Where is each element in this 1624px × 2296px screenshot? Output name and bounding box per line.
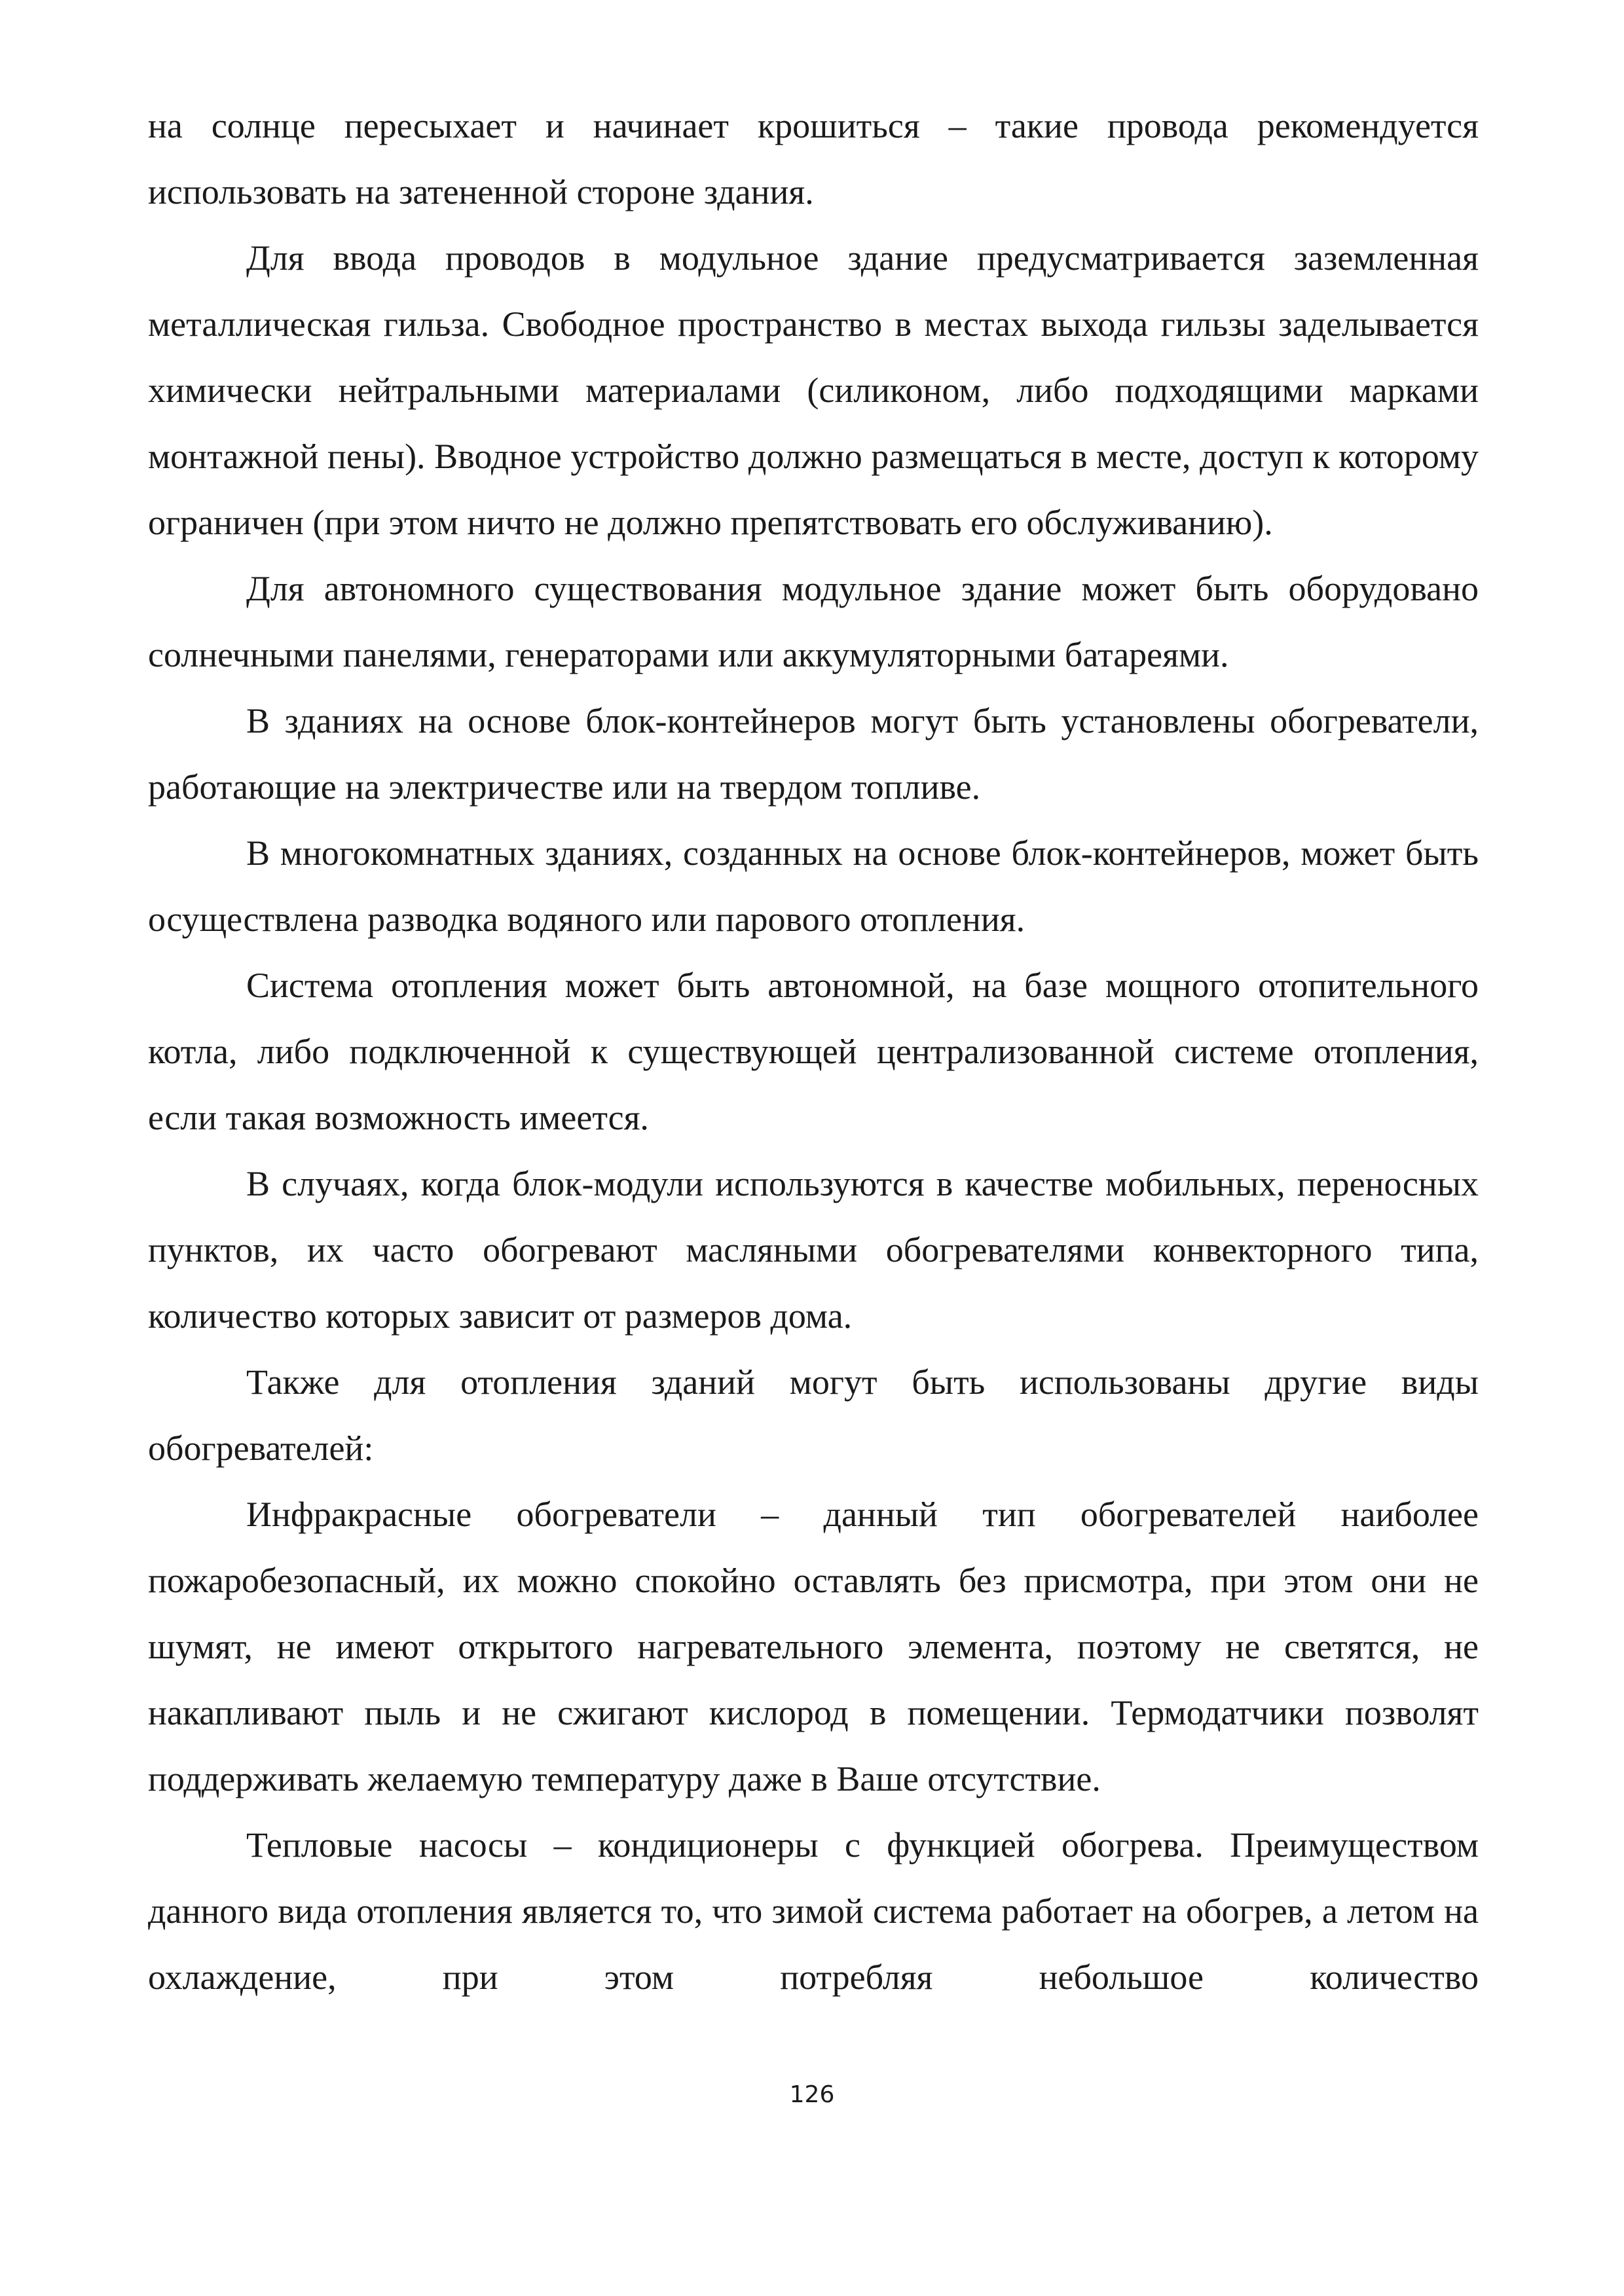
body-text xyxy=(148,93,1479,2011)
paragraph-9: Инфракрасные обогреватели – данный тип обогревателей наиболее пожаробезопасный, их можно спокойно оставлять без присмотра, при этом они не шумят, не имеют открытого нагревательного элемента, поэтому не светятся, не накапливают пыль и не сжигают кислород в помещении. Термодатчики позволят поддерживать желаемую температуру даже в Ваше отсутствие. xyxy=(148,1495,1479,1798)
paragraph-3: Для автономного существования модульное здание может быть оборудовано солнечными панелями, генераторами или аккумуляторными батареями. xyxy=(148,569,1479,674)
paragraph-4: В зданиях на основе блок-контейнеров могут быть установлены обогреватели, работающие на электричестве или на твердом топливе. xyxy=(148,701,1479,807)
paragraph-10: Тепловые насосы – кондиционеры с функцией обогрева. Преимуществом данного вида отопления является то, что зимой система работает на обогрев, а летом на охлаждение, при этом потребляя небольшое количество xyxy=(148,1825,1479,1997)
page-number: 126 xyxy=(789,2081,835,2108)
paragraph-7: В случаях, когда блок-модули используются в качестве мобильных, переносных пунктов, их часто обогревают масляными обогревателями конвекторного типа, количество которых зависит от размеров дома. xyxy=(148,1164,1479,1336)
paragraph-1: на солнце пересыхает и начинает крошиться – такие провода рекомендуется использовать на затененной стороне здания. xyxy=(148,106,1479,211)
paragraph-5: В многокомнатных зданиях, созданных на основе блок-контейнеров, может быть осуществлена разводка водяного или парового отопления. xyxy=(148,833,1479,939)
paragraph-8: Также для отопления зданий могут быть использованы другие виды обогревателей: xyxy=(148,1362,1479,1468)
paragraph-2: Для ввода проводов в модульное здание предусматривается заземленная металлическая гильза. Свободное пространство в местах выхода гильзы заделывается химически нейтральными материалами (силиконом, либо подходящими марками монтажной пены). Вводное устройство должно размещаться в месте, доступ к которому ограничен (при этом ничто не должно препятствовать его обслуживанию). xyxy=(148,238,1479,542)
paragraph-6: Система отопления может быть автономной, на базе мощного отопительного котла, либо подключенной к существующей централизованной системе отопления, если такая возможность имеется. xyxy=(148,966,1479,1137)
